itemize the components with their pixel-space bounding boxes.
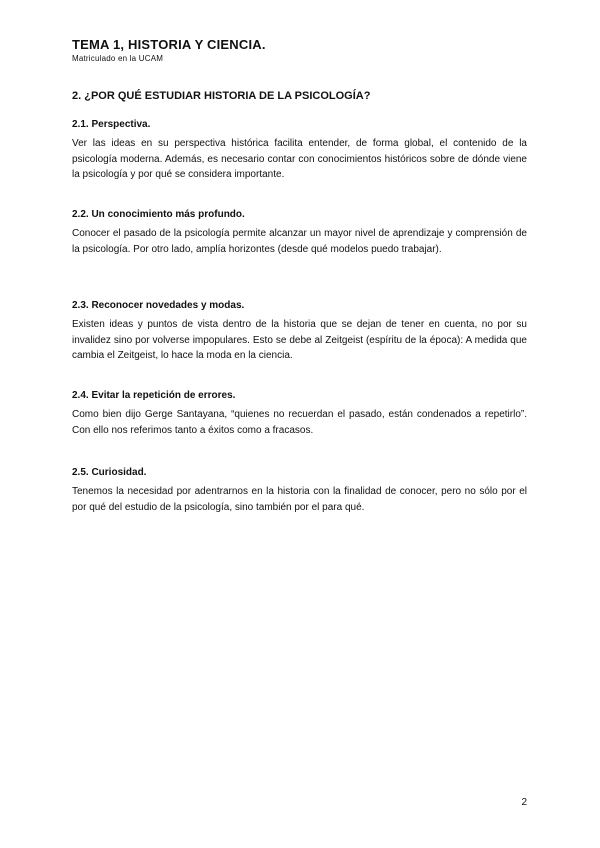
subsection-title: 2.1. Perspectiva. <box>72 119 151 130</box>
subsection-repeticion-errores <box>72 389 527 438</box>
page-number: 2 <box>521 797 527 808</box>
subsection-conocimiento-profundo <box>72 208 527 257</box>
document-subtitle: Matriculado en la UCAM <box>72 54 164 63</box>
subsection-body: Existen ideas y puntos de vista dentro de la historia que se dejan de tener en cuenta, no por su invalidez sino por volverse impopulares. Esto se debe al Zeitgeist (espíritu de la época): A medida que cambia el Zeitgeist, lo hace la moda en la ciencia. <box>72 319 527 361</box>
section-heading: 2. ¿POR QUÉ ESTUDIAR HISTORIA DE LA PSICOLOGÍA? <box>72 90 371 102</box>
subsection-title: 2.2. Un conocimiento más profundo. <box>72 209 245 220</box>
subsection-title: 2.4. Evitar la repetición de errores. <box>72 390 236 401</box>
subsection-body: Ver las ideas en su perspectiva histórica facilita entender, de forma global, el contenido de la psicología moderna. Además, es necesario contar con conocimientos históricos sobre de dónde viene la psicología y por qué se considera importante. <box>72 138 527 180</box>
subsection-body: Tenemos la necesidad por adentrarnos en la historia con la finalidad de conocer, pero no sólo por el por qué del estudio de la psicología, sino también por el para qué. <box>72 486 527 513</box>
subsection-title: 2.3. Reconocer novedades y modas. <box>72 300 245 311</box>
subsection-novedades-modas <box>72 299 527 364</box>
subsection-body: Como bien dijo Gerge Santayana, “quienes no recuerdan el pasado, están condenados a repetirlo”. Con ello nos referimos tanto a éxitos como a fracasos. <box>72 409 527 436</box>
subsection-title: 2.5. Curiosidad. <box>72 467 147 478</box>
subsection-curiosidad <box>72 466 527 515</box>
document-title: TEMA 1, HISTORIA Y CIENCIA. <box>72 37 266 52</box>
subsection-perspectiva <box>72 118 527 183</box>
subsection-body: Conocer el pasado de la psicología permite alcanzar un mayor nivel de aprendizaje y comprensión de la psicología. Por otro lado, amplía horizontes (desde qué modelos puedo trabajar). <box>72 228 527 255</box>
